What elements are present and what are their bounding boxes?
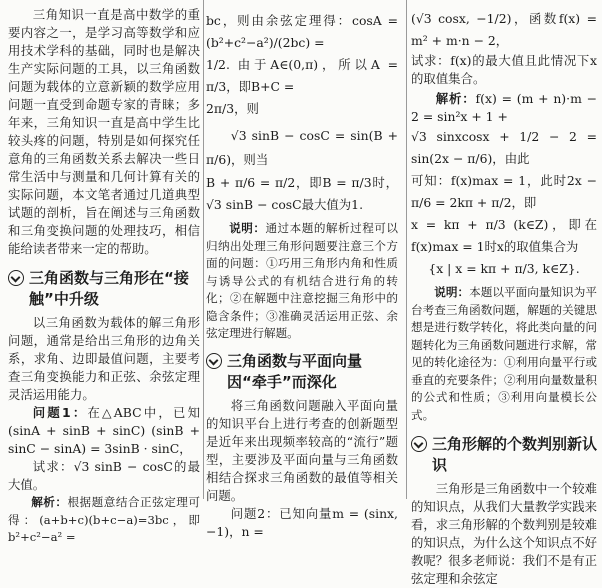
note-1 <box>206 220 398 343</box>
analysis-1-label: 解析： <box>31 495 68 509</box>
section-2-title: 三角函数与平面向量因“牵手”而深化 <box>227 351 363 391</box>
question-2: 问题2：已知向量m = (sinx, −1)，n = <box>206 505 398 539</box>
note-2 <box>411 284 597 424</box>
note-1-text: 通过本题的解析过程可以归纳出处理三角形问题要注意三个方面的问题：①巧用三角形内角和性质与诱导公式的有机结合进行角的转化；②在解题中注意挖掘三角形中的隐含条件；③准确灵活运用正弦、余弦定理进行解题。 <box>206 221 398 340</box>
question-2-cont-2: 试求：f(x)的最大值且此情况下x的取值集合。 <box>411 53 597 86</box>
section-3-title: 三角形解的个数判别新认识 <box>432 435 598 474</box>
question-1-label: 问题1： <box>32 405 88 420</box>
analysis-2-label: 解析： <box>435 91 476 106</box>
question-1-text: 在△ABC中，已知 (sinA + sinB + sinC) (sinB + sinC − sinA) = 3sinB · sinC， <box>8 405 200 456</box>
analysis-2-line-3: 可知：f(x)max = 1，此时2x − π/6 = 2kπ + π/2，即 <box>411 173 597 210</box>
question-1-task: 试求：√3 sinB − cosC的最大值。 <box>8 459 200 492</box>
analysis-2-line-2: √3 sinxcosx + 1/2 − 2 = sin(2x − π/6)，由此 <box>411 129 597 166</box>
column-3 <box>411 0 598 586</box>
section-1-title: 三角函数与三角形在“接触”中升级 <box>29 269 189 308</box>
analysis-1-text: 根据题意结合正弦定理可得：(a+b+c)(b+c−a)=3bc，即b²+c²−a² = <box>8 495 200 544</box>
column-divider-left <box>203 0 204 499</box>
solution-line-2: 1/2. 由于A∈(0,π)，所以A = π/3，即B+C = <box>206 57 398 94</box>
question-2-cont-1: (√3 cosx, −1/2)，函数f(x) = m² + m·n − 2， <box>411 11 597 48</box>
analysis-2-line-5: {x | x = kπ + π/3, k∈Z}. <box>428 261 580 276</box>
column-2 <box>206 0 398 539</box>
section-arrow-icon <box>206 353 222 369</box>
section-2-body: 将三角函数问题融入平面向量的知识平台上进行考查的创新题型是近年来出现频率较高的“流行”题型，主要涉及平面向量与三角函数相结合探求三角函数的最值等相关问题。 <box>206 397 398 503</box>
solution-line-1: bc，则由余弦定理得：cosA = (b²+c²−a²)/(2bc) = <box>206 13 398 50</box>
column-1 <box>8 0 200 544</box>
solution-line-4: B + π/6 = π/2，即B = π/3时，√3 sinB − cosC最大值为1. <box>206 175 398 212</box>
solution-formula: √3 sinB − cosC = sin(B + π/6)，则当 <box>206 128 398 167</box>
section-3-heading <box>411 434 597 476</box>
section-arrow-icon <box>8 270 24 286</box>
section-1-heading <box>8 268 200 310</box>
column-divider-right <box>406 0 407 499</box>
analysis-1 <box>8 494 200 547</box>
solution-line-3: 2π/3，则 <box>206 101 259 116</box>
analysis-2-line-4: x = kπ + π/3 (k∈Z)，即在f(x)max = 1时x的取值集合为 <box>411 217 597 254</box>
analysis-2-line-1: f(x) = (m + n)·m − 2 = sin²x + 1 + <box>411 91 598 124</box>
section-arrow-icon <box>411 436 427 452</box>
analysis-2 <box>411 90 597 126</box>
note-2-label: 说明： <box>434 285 470 299</box>
section-3-body: 三角形是三角函数中一个较难的知识点，从我们大量教学实践来看，求三角形解的个数判别是较难的知识点，为什么这个知识点不好教呢？很多老师说：我们不是有正弦定理和余弦定 <box>411 481 597 586</box>
question-1 <box>8 404 200 458</box>
intro-paragraph: 三角知识一直是高中数学的重要内容之一，是学习高等数学和应用技术学科的基础，同时也是解决生产实际问题的工具，以三角函数问题为载体的立意新颖的数学应用问题一直受到命题专家的青睐；多年来，三角知识一直是高中学生比较头疼的问题，特别是如何探究任意角的三角函数关系去解决一些日常生活中与测量和几何计算有关的实际问题，本文笔者通过几道典型试题的剖析，旨在阐述与三角函数和三角变换问题的处理技巧，相信能给读者带来一定的帮助。 <box>8 7 200 256</box>
note-1-label: 说明： <box>229 221 266 235</box>
section-2-heading <box>206 351 398 393</box>
section-1-body: 以三角函数为载体的解三角形问题，通常是给出三角形的边角关系，求角、边即最值问题，主要考查三角变换能力和正弦、余弦定理灵活运用能力。 <box>8 315 200 402</box>
note-2-text: 本题以平面向量知识为平台考查三角函数问题，解题的关键思想是进行数学转化，将此类向量的问题转化为三角函数问题进行求解，常见的转化途径为：①利用向量平行或垂直的充要条件；②利用向量数量积的公式和性质；③利用向量模长公式。 <box>411 285 597 422</box>
